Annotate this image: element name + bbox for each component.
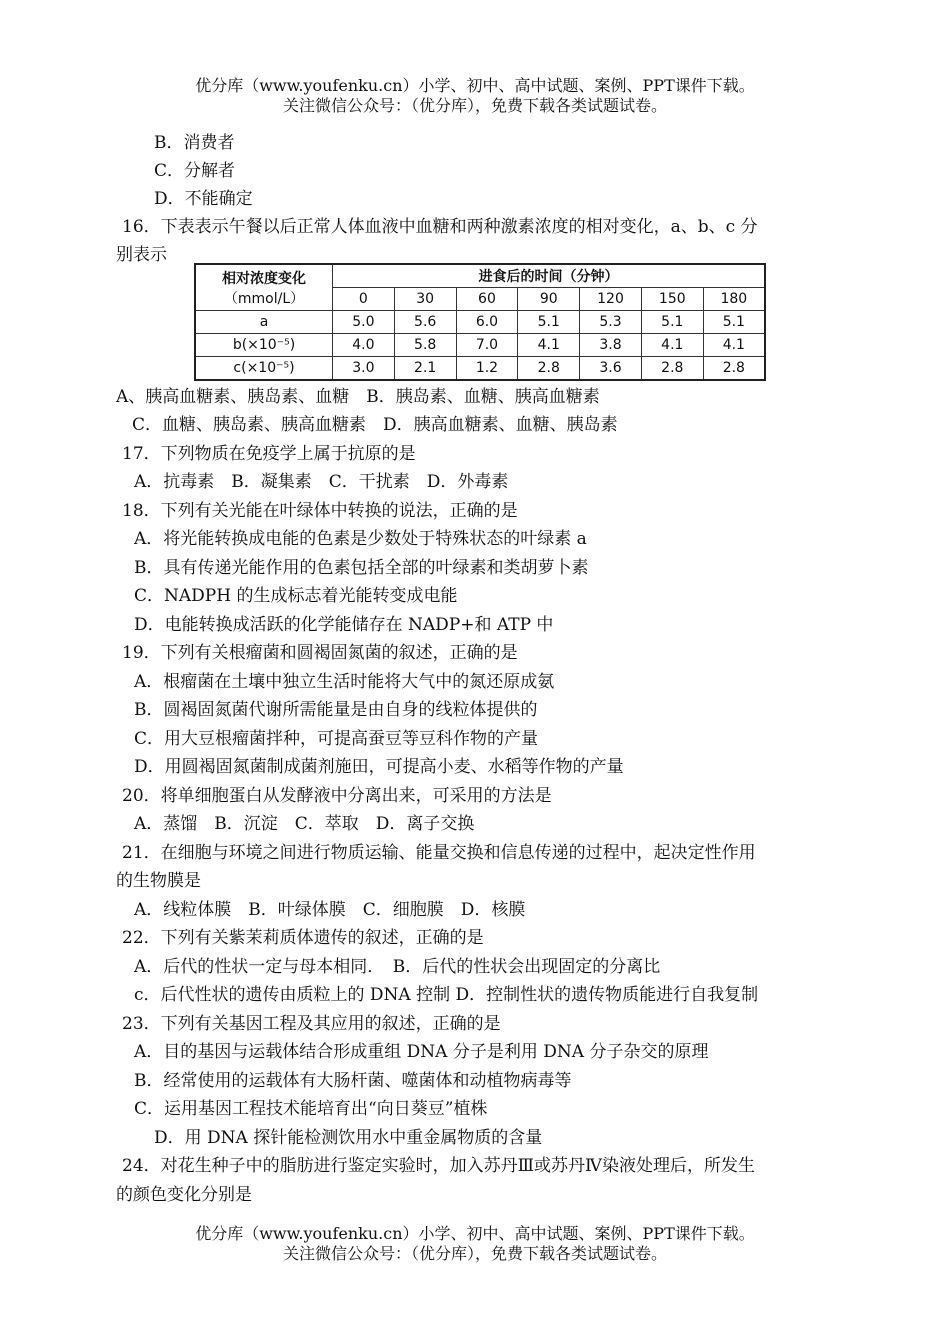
q19-option-c: C．用大豆根瘤菌拌种，可提高蚕豆等豆科作物的产量 [134,729,539,749]
q16-stem-cont: 别表示 [116,245,167,265]
table-cell: 6.0 [456,311,518,334]
q22-stem: 22．下列有关紫茉莉质体遗传的叙述，正确的是 [122,928,484,948]
q18-stem: 18．下列有关光能在叶绿体中转换的说法，正确的是 [122,501,518,521]
time-cell: 0 [333,288,395,311]
q21-stem-cont: 的生物膜是 [116,871,201,891]
table-corner-header: 相对浓度变化 （mmol/L） [195,264,333,311]
q23-option-a: A．目的基因与运载体结合形成重组 DNA 分子是利用 DNA 分子杂交的原理 [134,1042,709,1062]
table-cell: 5.1 [703,311,765,334]
table-cell: 1.2 [456,357,518,381]
q22-options-1: A．后代的性状一定与母本相同． B．后代的性状会出现固定的分离比 [134,957,661,977]
q18-option-a: A．将光能转换成电能的色素是少数处于特殊状态的叶绿素 a [134,529,587,549]
table-cell: 5.6 [394,311,456,334]
q23-option-b: B．经常使用的运载体有大肠杆菌、噬菌体和动植物病毒等 [134,1071,572,1091]
header-line-1: 优分库（www.youfenku.cn）小学、初中、高中试题、案例、PPT课件下载。 [195,76,755,95]
table-row-b [195,334,765,357]
row-label: c(×10⁻⁵) [195,357,333,381]
q19-option-a: A．根瘤菌在土壤中独立生活时能将大气中的氮还原成氨 [134,672,555,692]
q24-stem-cont: 的颜色变化分别是 [116,1185,252,1205]
table-cell: 3.6 [580,357,642,381]
row-label: a [195,311,333,334]
table-cell: 2.1 [394,357,456,381]
q18-option-d: D．电能转换成活跃的化学能储存在 NADP+和 ATP 中 [134,615,554,635]
footer-line-2: 关注微信公众号：（优分库），免费下载各类试题试卷。 [282,1244,667,1263]
row-label: b(×10⁻⁵) [195,334,333,357]
q23-option-c: C．运用基因工程技术能培育出“向日葵豆”植株 [134,1099,488,1119]
hormone-table [194,263,766,381]
table-cell: 5.0 [333,311,395,334]
time-cell: 60 [456,288,518,311]
table-cell: 3.8 [580,334,642,357]
q15-option-c: C．分解者 [154,161,236,181]
time-cell: 30 [394,288,456,311]
table-cell: 4.1 [703,334,765,357]
table-cell: 2.8 [518,357,580,381]
table-cell: 5.3 [580,311,642,334]
table-cell: 4.1 [641,334,703,357]
table-cell: 7.0 [456,334,518,357]
q17-stem: 17．下列物质在免疫学上属于抗原的是 [122,444,416,464]
time-cell: 150 [641,288,703,311]
table-cell: 2.8 [703,357,765,381]
q23-option-d: D．用 DNA 探针能检测饮用水中重金属物质的含量 [154,1128,543,1148]
time-cell: 180 [703,288,765,311]
q23-stem: 23．下列有关基因工程及其应用的叙述，正确的是 [122,1014,501,1034]
q19-option-d: D．用圆褐固氮菌制成菌剂施田，可提高小麦、水稻等作物的产量 [134,757,624,777]
q16-options-1: A、胰高血糖素、胰岛素、血糖 B．胰岛素、血糖、胰高血糖素 [116,387,600,407]
table-cell: 4.0 [333,334,395,357]
q24-stem: 24．对花生种子中的脂肪进行鉴定实验时，加入苏丹Ⅲ或苏丹Ⅳ染液处理后，所发生 [122,1156,756,1176]
time-header: 进食后的时间（分钟） [333,264,766,288]
table-cell: 5.1 [641,311,703,334]
q22-options-2: c．后代性状的遗传由质粒上的 DNA 控制 D．控制性状的遗传物质能进行自我复制 [134,985,759,1005]
time-cell: 90 [518,288,580,311]
table-cell: 2.8 [641,357,703,381]
q15-option-d: D．不能确定 [154,189,253,209]
q21-stem: 21．在细胞与环境之间进行物质运输、能量交换和信息传递的过程中，起决定性作用 [122,843,756,863]
q18-option-c: C．NADPH 的生成标志着光能转变成电能 [134,586,458,606]
table-cell: 5.8 [394,334,456,357]
header-line-2: 关注微信公众号：（优分库），免费下载各类试题试卷。 [282,96,667,115]
q16-stem: 16．下表表示午餐以后正常人体血液中血糖和两种激素浓度的相对变化，a、b、c 分 [122,217,758,237]
q20-stem: 20．将单细胞蛋白从发酵液中分离出来，可采用的方法是 [122,786,552,806]
q15-option-b: B．消费者 [154,133,235,153]
q20-options: A．蒸馏 B．沉淀 C．萃取 D．离子交换 [134,814,475,834]
q21-options: A．线粒体膜 B．叶绿体膜 C．细胞膜 D．核膜 [134,900,526,920]
q19-option-b: B．圆褐固氮菌代谢所需能量是由自身的线粒体提供的 [134,700,538,720]
page-header [0,76,950,116]
q18-option-b: B．具有传递光能作用的色素包括全部的叶绿素和类胡萝卜素 [134,558,589,578]
q16-options-2: C．血糖、胰岛素、胰高血糖素 D．胰高血糖素、血糖、胰岛素 [132,415,618,435]
footer-line-1: 优分库（www.youfenku.cn）小学、初中、高中试题、案例、PPT课件下载。 [195,1224,755,1243]
table-cell: 4.1 [518,334,580,357]
table-cell: 3.0 [333,357,395,381]
q19-stem: 19．下列有关根瘤菌和圆褐固氮菌的叙述，正确的是 [122,643,518,663]
q17-options: A．抗毒素 B．凝集素 C．干扰素 D．外毒素 [134,472,509,492]
table-row-c [195,357,765,381]
page-footer [0,1224,950,1264]
table-cell: 5.1 [518,311,580,334]
time-cell: 120 [580,288,642,311]
table-row-a [195,311,765,334]
